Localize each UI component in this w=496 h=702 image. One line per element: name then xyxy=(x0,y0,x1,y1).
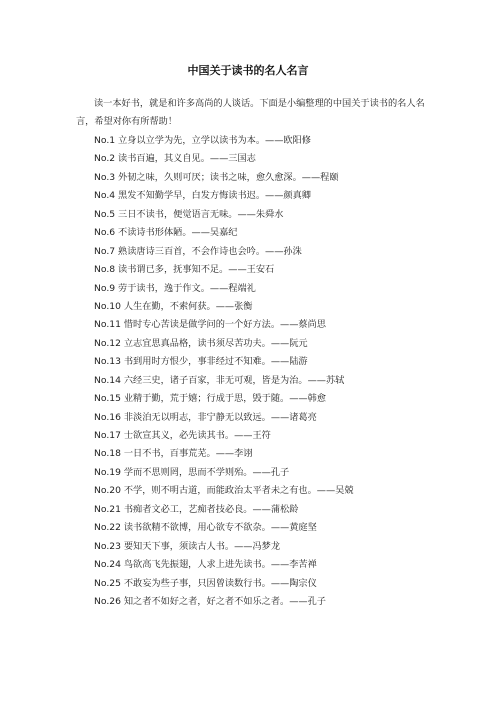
quote-item: No.24 鸟欲高飞先振翅，人求上进先读书。——李苦禅 xyxy=(94,559,317,571)
quote-item: No.21 书痴者文必工，艺痴者技必良。——蒲松龄 xyxy=(94,503,299,515)
quote-item: No.25 不敢妄为些子事，只因曾读数行书。——陶宗仪 xyxy=(94,577,317,589)
quote-item: No.20 不学，则不明古道，而能政治太平者未之有也。——吴兢 xyxy=(94,485,354,497)
quote-item: No.13 书到用时方恨少，事非经过不知难。——陆游 xyxy=(94,356,308,368)
quote-item: No.19 学而不思则罔，思而不学则殆。——孔子 xyxy=(94,466,290,478)
quote-item: No.14 六经三史，诸子百家，非无可观，皆是为治。——苏轼 xyxy=(94,374,345,386)
quote-item: No.7 熟读唐诗三百首，不会作诗也会吟。——孙洙 xyxy=(94,245,302,257)
quote-list xyxy=(94,132,434,611)
quote-item: No.15 业精于勤，荒于嬉；行成于思，毁于随。——韩愈 xyxy=(94,393,326,405)
document-title: 中国关于读书的名人名言 xyxy=(187,64,309,77)
quote-item: No.18 一日不书，百事荒芜。——李诩 xyxy=(94,448,253,460)
quote-item: No.26 知之者不如好之者，好之者不如乐之者。——孔子 xyxy=(94,595,326,607)
quote-item: No.16 非淡泊无以明志，非宁静无以致远。——诸葛亮 xyxy=(94,411,317,423)
quote-item: No.9 劳于读书，逸于作文。——程端礼 xyxy=(94,282,256,294)
intro-paragraph: 读一本好书，就是和许多高尚的人谈话。下面是小编整理的中国关于读书的名人名言，希望对你有所帮助！ xyxy=(76,98,425,127)
quote-item: No.5 三日不读书，便觉语言无味。——朱舜水 xyxy=(94,208,284,220)
quote-item: No.12 立志宜思真品格，读书须尽苦功夫。——阮元 xyxy=(94,337,308,349)
quote-item: No.11 惜时专心苦读是做学问的一个好方法。——蔡尚思 xyxy=(94,319,326,331)
quote-item: No.23 要知天下事，须读古人书。——冯梦龙 xyxy=(94,540,281,552)
quote-item: No.3 外韧之味，久则可厌；读书之味，愈久愈深。——程颐 xyxy=(94,171,339,183)
quote-item: No.2 读书百遍，其义自见。——三国志 xyxy=(94,153,256,165)
quote-item: No.8 读书谓已多，抚事知不足。——王安石 xyxy=(94,264,275,276)
quote-item: No.22 读书欲精不欲博，用心欲专不欲杂。——黄庭坚 xyxy=(94,522,317,534)
quote-item: No.4 黑发不知勤学早，白发方悔读书迟。——颜真卿 xyxy=(94,190,311,202)
quote-item: No.17 士欲宣其义，必先读其书。——王符 xyxy=(94,430,271,441)
quote-item: No.1 立身以立学为先，立学以读书为本。——欧阳修 xyxy=(94,135,311,146)
quote-item: No.6 不读诗书形体陋。——吴嘉纪 xyxy=(94,227,238,239)
quote-item: No.10 人生在勤，不索何获。——张衡 xyxy=(94,300,253,312)
